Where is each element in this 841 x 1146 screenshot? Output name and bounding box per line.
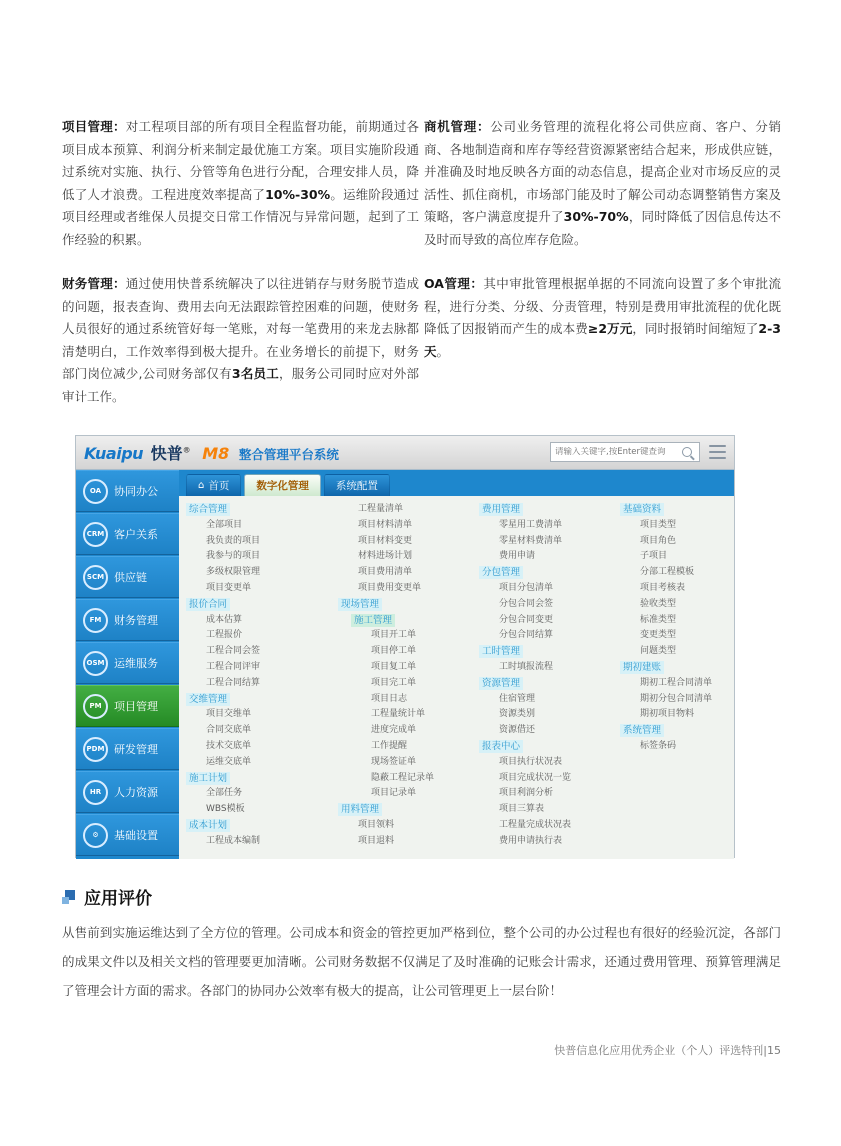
body-text: 公司业务管理的流程化将公司供应商、客户、分销商、各地制造商和库存等经营资源紧密结合起来，形成供应链，并准确及时地反映各方面的动态信息，提高企业对市场反应的灵活性、抓住商机，市场部门能及时了解公司动态调整销售方案及策略，客户满意度提升了 <box>424 119 781 224</box>
menu-section-header <box>186 502 338 518</box>
menu-item[interactable]: 项目复工单 <box>371 661 417 672</box>
tab-label: 首页 <box>208 480 230 492</box>
menu-item[interactable]: 项目开工单 <box>371 630 417 641</box>
menu-item[interactable]: 项目角色 <box>640 535 677 546</box>
menu-section-header-label: 施工计划 <box>186 772 230 785</box>
app-header <box>76 436 734 470</box>
sidebar-item-label: 运维服务 <box>114 657 158 670</box>
module-circle-icon: OSM <box>83 651 108 676</box>
module-circle-icon: HR <box>83 780 108 805</box>
menu-item[interactable]: 隐蔽工程记录单 <box>371 772 435 783</box>
menu-section-header-label: 报价合同 <box>186 598 230 611</box>
menu-item[interactable]: 项目费用变更单 <box>358 582 422 593</box>
menu-item[interactable]: 变更类型 <box>640 630 677 641</box>
menu-item[interactable]: 问题类型 <box>640 646 677 657</box>
menu-item[interactable]: 费用申请 <box>499 551 536 562</box>
sidebar-item-7[interactable] <box>76 771 179 813</box>
menu-section-header-label: 期初建账 <box>620 661 664 674</box>
menu-section-header <box>186 692 338 708</box>
menu-section-header-label: 施工管理 <box>351 614 395 627</box>
menu-item[interactable]: 项目三算表 <box>499 804 545 815</box>
menu-section-header-label: 交维管理 <box>186 693 230 706</box>
app-body <box>76 470 734 859</box>
tab-label: 数字化管理 <box>256 480 309 492</box>
module-circle-icon: CRM <box>83 522 108 547</box>
menu-section-header <box>479 502 620 518</box>
menu-item[interactable]: 资源借还 <box>499 725 536 736</box>
menu-item[interactable]: 分部工程模板 <box>640 567 695 578</box>
menu-section-header <box>186 771 338 787</box>
menu-column-1 <box>338 502 479 859</box>
menu-section-header-label: 系统管理 <box>620 724 664 737</box>
sidebar-item-1[interactable] <box>76 513 179 555</box>
app-content <box>179 470 734 859</box>
menu-item[interactable]: 项目交维单 <box>206 709 252 720</box>
menu-item[interactable]: 进度完成单 <box>371 725 417 736</box>
home-icon: ⌂ <box>198 480 205 491</box>
hamburger-menu-icon[interactable] <box>709 445 726 459</box>
sidebar-item-label: 基础设置 <box>114 829 158 842</box>
article-left-column <box>62 116 419 430</box>
paragraph-project-management <box>62 116 419 251</box>
menu-item[interactable]: 期初分包合同清单 <box>640 693 713 704</box>
module-sidebar <box>76 470 179 859</box>
paragraph-opportunity-management <box>424 116 781 251</box>
body-text: 对工程项目部的所有项目全程监督功能，前期通过各项目成本预算、利润分析来制定最优施工方案。项目实施阶段通过系统对实施、执行、分管等角色进行分配，合理安排人员，降低了人才浪费。工程进度效率提高了 <box>62 119 419 202</box>
menu-section-header <box>620 660 734 676</box>
menu-item[interactable]: 合同交底单 <box>206 725 252 736</box>
menu-item[interactable]: 全部项目 <box>206 519 243 530</box>
sidebar-item-3[interactable] <box>76 599 179 641</box>
menu-item[interactable]: 技术交底单 <box>206 740 252 751</box>
menu-item[interactable]: 验收类型 <box>640 598 677 609</box>
menu-item[interactable]: 项目完成状况一览 <box>499 772 572 783</box>
app-logo <box>84 441 339 464</box>
menu-section-header-label: 成本计划 <box>186 819 230 832</box>
paragraph-finance-management <box>62 273 419 408</box>
body-text: 通过使用快普系统解决了以往进销存与财务脱节造成的问题，报表查询、费用去向无法跟踪管控困难的问题，使财务人员很好的通过系统管好每一笔账，对每一笔费用的来龙去脉都清楚明白，工作效率得到极大提升。在业务增长的前提下，财务部门岗位减少,公司财务部仅有 <box>62 276 419 381</box>
body-text: ，同时降低了因信息传达不及时而导致的高位库存危险。 <box>424 209 781 247</box>
gear-icon: ⚙ <box>83 823 108 848</box>
menu-section-header <box>479 644 620 660</box>
menu-section-header <box>186 597 338 613</box>
sidebar-item-label: 客户关系 <box>114 528 158 541</box>
menu-section-header-label: 现场管理 <box>338 598 382 611</box>
sidebar-item-label: 项目管理 <box>114 700 158 713</box>
menu-item[interactable]: 项目日志 <box>371 693 408 704</box>
menu-item[interactable]: 费用申请执行表 <box>499 835 563 846</box>
menu-item[interactable]: 工程量统计单 <box>371 709 426 720</box>
menu-section-header-label: 费用管理 <box>479 503 523 516</box>
menu-column-3 <box>620 502 734 859</box>
sidebar-item-6[interactable] <box>76 728 179 770</box>
menu-item[interactable]: 工程量完成状况表 <box>499 819 572 830</box>
menu-item[interactable]: 项目领料 <box>358 819 395 830</box>
menu-item[interactable]: 项目分包清单 <box>499 582 554 593</box>
menu-item[interactable]: 项目材料清单 <box>358 519 413 530</box>
article-section <box>62 116 781 430</box>
sidebar-item-label: 协同办公 <box>114 485 158 498</box>
menu-section-header-label: 报表中心 <box>479 740 523 753</box>
sidebar-item-label: 研发管理 <box>114 743 158 756</box>
menu-item[interactable]: 多级权限管理 <box>206 567 261 578</box>
menu-section-header-label: 用料管理 <box>338 803 382 816</box>
logo-product: M8 <box>202 444 230 463</box>
emphasis-text: ≥2万元 <box>587 321 633 336</box>
menu-item[interactable]: 子项目 <box>640 551 668 562</box>
menu-item[interactable]: WBS模板 <box>206 804 245 815</box>
review-heading <box>62 884 152 909</box>
menu-item[interactable]: 零星用工费清单 <box>499 519 563 530</box>
module-circle-icon: OA <box>83 479 108 504</box>
tab-0[interactable] <box>186 474 241 496</box>
tab-2[interactable] <box>324 474 390 496</box>
emphasis-text: OA管理： <box>424 276 484 291</box>
tab-label: 系统配置 <box>335 480 378 492</box>
paragraph-oa-management <box>424 273 781 363</box>
menu-item[interactable]: 全部任务 <box>206 788 243 799</box>
sidebar-item-2[interactable] <box>76 556 179 598</box>
menu-area <box>179 496 734 859</box>
menu-item[interactable]: 项目材料变更 <box>358 535 413 546</box>
search-icon[interactable] <box>682 447 692 457</box>
menu-item[interactable]: 期初项目物料 <box>640 709 695 720</box>
menu-section-header-label: 综合管理 <box>186 503 230 516</box>
menu-item[interactable]: 住宿管理 <box>499 693 536 704</box>
sidebar-item-5[interactable] <box>76 685 179 727</box>
module-circle-icon: PM <box>83 694 108 719</box>
menu-item[interactable]: 标签条码 <box>640 740 677 751</box>
body-text: 。 <box>436 343 450 359</box>
sidebar-item-label: 人力资源 <box>114 786 158 799</box>
menu-item[interactable]: 工程合同会签 <box>206 646 261 657</box>
menu-item[interactable]: 材料进场计划 <box>358 551 413 562</box>
menu-item[interactable]: 项目停工单 <box>371 646 417 657</box>
sidebar-item-4[interactable] <box>76 642 179 684</box>
logo-latin: Kuaipu <box>84 444 144 463</box>
menu-section-header <box>620 502 734 518</box>
page-footer: 快普信息化应用优秀企业（个人）评选特刊|15 <box>554 1044 781 1057</box>
menu-item[interactable]: 项目变更单 <box>206 582 252 593</box>
menu-item[interactable]: 运维交底单 <box>206 756 252 767</box>
emphasis-text: 30%-70% <box>563 209 629 224</box>
sidebar-item-label: 财务管理 <box>114 614 158 627</box>
menu-section-header <box>479 565 620 581</box>
emphasis-text: 10%-30% <box>265 186 331 202</box>
sidebar-item-0[interactable] <box>76 470 179 512</box>
menu-item[interactable]: 标准类型 <box>640 614 677 625</box>
logo-chinese: 快普 <box>150 444 183 463</box>
emphasis-text: 商机管理： <box>424 119 491 134</box>
menu-item[interactable]: 工程报价 <box>206 630 243 641</box>
article-right-column <box>424 116 781 430</box>
menu-section-header-label: 资源管理 <box>479 677 523 690</box>
emphasis-text: 2-3天 <box>424 321 781 359</box>
module-circle-icon: SCM <box>83 565 108 590</box>
menu-item[interactable]: 分包合同结算 <box>499 630 554 641</box>
menu-section-header-label: 工时管理 <box>479 645 523 658</box>
menu-item[interactable]: 我参与的项目 <box>206 551 261 562</box>
menu-item[interactable]: 项目记录单 <box>371 788 417 799</box>
menu-item[interactable]: 项目退料 <box>358 835 395 846</box>
menu-section-header <box>338 802 479 818</box>
body-text: 其中审批管理根据单据的不同流向设置了多个审批流程，进行分类、分级、分责管理，特别是费用审批流程的优化既降低了因报销而产生的成本费 <box>424 276 781 336</box>
emphasis-text: 财务管理： <box>62 276 126 291</box>
body-text: ，同时报销时间缩短了 <box>632 321 759 336</box>
module-circle-icon: PDM <box>83 737 108 762</box>
menu-section-header <box>338 613 479 629</box>
menu-item[interactable]: 工程成本编制 <box>206 835 261 846</box>
emphasis-text: 3名员工 <box>231 366 280 381</box>
menu-item[interactable]: 资源类别 <box>499 709 536 720</box>
sidebar-item-8[interactable] <box>76 814 179 856</box>
menu-section-header <box>186 818 338 834</box>
menu-section-header-label: 分包管理 <box>479 566 523 579</box>
menu-section-header <box>338 597 479 613</box>
emphasis-text: 项目管理： <box>62 119 126 134</box>
menu-item[interactable]: 项目利润分析 <box>499 788 554 799</box>
menu-item[interactable]: 分包合同变更 <box>499 614 554 625</box>
review-title: 应用评价 <box>84 889 152 909</box>
menu-item[interactable]: 现场签证单 <box>371 756 417 767</box>
logo-suffix: 整合管理平台系统 <box>238 447 339 462</box>
menu-item[interactable]: 工程合同评审 <box>206 661 261 672</box>
menu-section-header-label: 基础资料 <box>620 503 664 516</box>
menu-section-header <box>479 676 620 692</box>
menu-column-0 <box>186 502 338 859</box>
section-bullet-icon <box>62 890 76 904</box>
menu-item[interactable]: 项目执行状况表 <box>499 756 563 767</box>
menu-item[interactable]: 成本估算 <box>206 614 243 625</box>
body-text: ，服务公司同时应对外部审计工作。 <box>62 366 419 404</box>
menu-item[interactable]: 工时填报流程 <box>499 661 554 672</box>
menu-item[interactable]: 期初工程合同清单 <box>640 677 713 688</box>
menu-item[interactable]: 项目考核表 <box>640 582 686 593</box>
sidebar-item-label: 供应链 <box>114 571 147 584</box>
menu-item[interactable]: 工程量清单 <box>358 504 404 514</box>
menu-item[interactable]: 我负责的项目 <box>206 535 261 546</box>
kuaipu-app-window <box>75 435 735 858</box>
menu-section-header <box>620 723 734 739</box>
menu-item[interactable]: 分包合同会签 <box>499 598 554 609</box>
search-input[interactable] <box>551 447 682 457</box>
menu-item[interactable]: 工作提醒 <box>371 740 408 751</box>
body-text: 。运维阶段通过项目经理或者维保人员提交日常工作情况与异常问题，起到了工作经验的积累。 <box>62 186 419 247</box>
menu-item[interactable]: 项目完工单 <box>371 677 417 688</box>
menu-section-header <box>479 739 620 755</box>
menu-item[interactable]: 项目费用清单 <box>358 567 413 578</box>
module-circle-icon: FM <box>83 608 108 633</box>
registered-mark-icon: ® <box>182 445 191 455</box>
review-body: 从售前到实施运维达到了全方位的管理。公司成本和资金的管控更加严格到位，整个公司的办公过程也有很好的经验沉淀，各部门的成果文件以及相关文档的管理要更加清晰。公司财务数据不仅满足了及时准确的记账会计需求，还通过费用管理、预算管理满足了管理会计方面的需求。各部门的协同办公效率有极大的提高，让公司管理更上一层台阶！ <box>62 925 781 998</box>
menu-item[interactable]: 项目类型 <box>640 519 677 530</box>
menu-item[interactable]: 工程合同结算 <box>206 677 261 688</box>
search-box[interactable] <box>550 442 700 462</box>
tab-1[interactable] <box>244 474 321 496</box>
menu-item[interactable]: 零星材料费清单 <box>499 535 563 546</box>
tab-bar <box>179 470 734 496</box>
menu-column-2 <box>479 502 620 859</box>
